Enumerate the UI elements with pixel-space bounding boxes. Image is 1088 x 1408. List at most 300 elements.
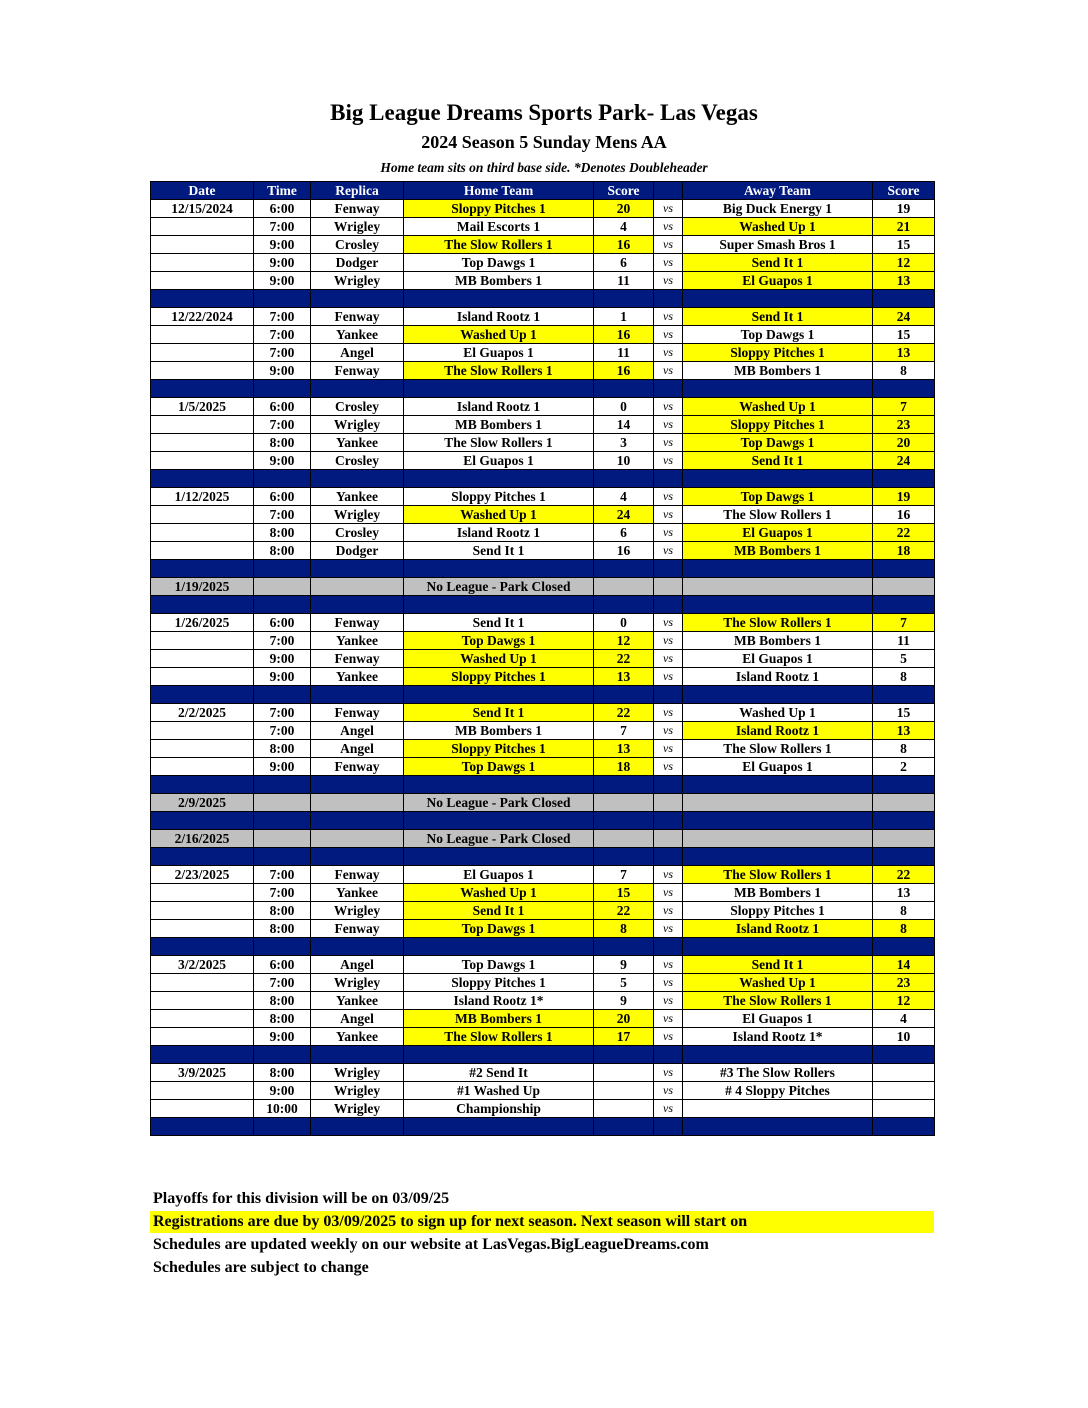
vs-cell: vs bbox=[654, 434, 683, 452]
away-team-cell: Top Dawgs 1 bbox=[683, 326, 873, 344]
date-cell bbox=[151, 1010, 254, 1028]
away-score-cell bbox=[873, 1064, 935, 1082]
game-row bbox=[151, 1010, 935, 1028]
empty-cell bbox=[683, 830, 873, 848]
separator-cell bbox=[404, 776, 594, 794]
away-team-cell: Sloppy Pitches 1 bbox=[683, 344, 873, 362]
home-score-cell: 17 bbox=[594, 1028, 654, 1046]
vs-cell: vs bbox=[654, 650, 683, 668]
time-cell: 8:00 bbox=[254, 992, 311, 1010]
vs-cell: vs bbox=[654, 974, 683, 992]
home-score-cell: 9 bbox=[594, 992, 654, 1010]
replica-cell: Angel bbox=[311, 344, 404, 362]
game-row bbox=[151, 398, 935, 416]
date-cell bbox=[151, 452, 254, 470]
date-cell: 1/26/2025 bbox=[151, 614, 254, 632]
home-team-cell: Championship bbox=[404, 1100, 594, 1118]
separator-cell bbox=[654, 812, 683, 830]
col-time: Time bbox=[254, 182, 311, 200]
away-score-cell: 15 bbox=[873, 704, 935, 722]
game-row bbox=[151, 902, 935, 920]
home-score-cell: 13 bbox=[594, 740, 654, 758]
page-title: Big League Dreams Sports Park- Las Vegas bbox=[330, 100, 758, 125]
date-cell bbox=[151, 758, 254, 776]
vs-cell: vs bbox=[654, 416, 683, 434]
home-score-cell: 7 bbox=[594, 722, 654, 740]
replica-cell: Wrigley bbox=[311, 506, 404, 524]
away-team-cell: Sloppy Pitches 1 bbox=[683, 416, 873, 434]
separator-cell bbox=[683, 686, 873, 704]
separator-cell bbox=[404, 812, 594, 830]
home-team-cell: Send It 1 bbox=[404, 614, 594, 632]
away-team-cell: Island Rootz 1 bbox=[683, 668, 873, 686]
change-note: Schedules are subject to change bbox=[153, 1259, 369, 1276]
vs-cell: vs bbox=[654, 254, 683, 272]
time-cell: 9:00 bbox=[254, 272, 311, 290]
vs-cell: vs bbox=[654, 740, 683, 758]
replica-cell: Wrigley bbox=[311, 1064, 404, 1082]
vs-cell: vs bbox=[654, 866, 683, 884]
away-team-cell: El Guapos 1 bbox=[683, 650, 873, 668]
time-cell bbox=[254, 794, 311, 812]
separator-cell bbox=[151, 1118, 254, 1136]
date-cell bbox=[151, 542, 254, 560]
vs-cell: vs bbox=[654, 362, 683, 380]
replica-cell: Wrigley bbox=[311, 974, 404, 992]
game-row bbox=[151, 740, 935, 758]
away-score-cell: 2 bbox=[873, 758, 935, 776]
away-score-cell: 13 bbox=[873, 344, 935, 362]
separator-cell bbox=[151, 470, 254, 488]
separator-cell bbox=[683, 380, 873, 398]
game-row bbox=[151, 254, 935, 272]
home-team-cell: Island Rootz 1* bbox=[404, 992, 594, 1010]
closed-notice: No League - Park Closed bbox=[404, 830, 594, 848]
empty-cell bbox=[654, 794, 683, 812]
home-score-cell: 22 bbox=[594, 704, 654, 722]
date-cell: 2/9/2025 bbox=[151, 794, 254, 812]
separator-cell bbox=[311, 470, 404, 488]
separator-cell bbox=[683, 290, 873, 308]
home-score-cell: 3 bbox=[594, 434, 654, 452]
replica-cell: Yankee bbox=[311, 668, 404, 686]
home-team-cell: El Guapos 1 bbox=[404, 452, 594, 470]
vs-cell: vs bbox=[654, 1010, 683, 1028]
game-row bbox=[151, 1028, 935, 1046]
replica-cell: Angel bbox=[311, 740, 404, 758]
game-row bbox=[151, 974, 935, 992]
separator-cell bbox=[873, 560, 935, 578]
replica-cell: Wrigley bbox=[311, 1082, 404, 1100]
date-cell: 12/22/2024 bbox=[151, 308, 254, 326]
separator-cell bbox=[873, 848, 935, 866]
game-row bbox=[151, 344, 935, 362]
game-row bbox=[151, 758, 935, 776]
away-team-cell: The Slow Rollers 1 bbox=[683, 506, 873, 524]
separator-cell bbox=[311, 848, 404, 866]
date-cell bbox=[151, 740, 254, 758]
replica-cell: Fenway bbox=[311, 362, 404, 380]
away-team-cell: MB Bombers 1 bbox=[683, 362, 873, 380]
date-cell bbox=[151, 236, 254, 254]
time-cell: 9:00 bbox=[254, 362, 311, 380]
home-team-cell: Washed Up 1 bbox=[404, 884, 594, 902]
away-score-cell: 15 bbox=[873, 236, 935, 254]
separator-cell bbox=[311, 812, 404, 830]
home-team-cell: MB Bombers 1 bbox=[404, 416, 594, 434]
vs-cell: vs bbox=[654, 1100, 683, 1118]
game-row bbox=[151, 866, 935, 884]
away-score-cell bbox=[873, 1082, 935, 1100]
vs-cell: vs bbox=[654, 614, 683, 632]
time-cell: 7:00 bbox=[254, 866, 311, 884]
home-team-cell: Top Dawgs 1 bbox=[404, 632, 594, 650]
away-team-cell: Send It 1 bbox=[683, 452, 873, 470]
home-score-cell: 4 bbox=[594, 218, 654, 236]
separator-cell bbox=[654, 686, 683, 704]
separator-cell bbox=[254, 938, 311, 956]
week-separator-row bbox=[151, 1118, 935, 1136]
separator-cell bbox=[683, 848, 873, 866]
away-team-cell: Super Smash Bros 1 bbox=[683, 236, 873, 254]
empty-cell bbox=[594, 578, 654, 596]
separator-cell bbox=[254, 1046, 311, 1064]
empty-cell bbox=[654, 830, 683, 848]
home-score-cell: 16 bbox=[594, 236, 654, 254]
separator-cell bbox=[594, 596, 654, 614]
away-team-cell: #3 The Slow Rollers bbox=[683, 1064, 873, 1082]
page-subtitle: 2024 Season 5 Sunday Mens AA bbox=[421, 132, 667, 152]
separator-cell bbox=[683, 560, 873, 578]
replica-cell: Crosley bbox=[311, 524, 404, 542]
time-cell: 9:00 bbox=[254, 1028, 311, 1046]
separator-cell bbox=[254, 380, 311, 398]
time-cell: 6:00 bbox=[254, 488, 311, 506]
game-row bbox=[151, 236, 935, 254]
home-team-cell: Sloppy Pitches 1 bbox=[404, 740, 594, 758]
home-team-cell: El Guapos 1 bbox=[404, 866, 594, 884]
separator-cell bbox=[311, 776, 404, 794]
date-cell bbox=[151, 902, 254, 920]
date-cell bbox=[151, 218, 254, 236]
time-cell: 8:00 bbox=[254, 902, 311, 920]
date-cell: 12/15/2024 bbox=[151, 200, 254, 218]
separator-cell bbox=[404, 560, 594, 578]
home-score-cell: 6 bbox=[594, 524, 654, 542]
away-team-cell: Washed Up 1 bbox=[683, 704, 873, 722]
empty-cell bbox=[873, 578, 935, 596]
separator-cell bbox=[404, 290, 594, 308]
separator-cell bbox=[654, 560, 683, 578]
separator-cell bbox=[151, 848, 254, 866]
date-cell bbox=[151, 974, 254, 992]
col-away-team: Away Team bbox=[683, 182, 873, 200]
date-cell bbox=[151, 884, 254, 902]
home-score-cell: 5 bbox=[594, 974, 654, 992]
separator-cell bbox=[151, 596, 254, 614]
separator-cell bbox=[683, 812, 873, 830]
vs-cell: vs bbox=[654, 902, 683, 920]
game-row bbox=[151, 308, 935, 326]
time-cell: 6:00 bbox=[254, 200, 311, 218]
separator-cell bbox=[404, 380, 594, 398]
time-cell: 8:00 bbox=[254, 740, 311, 758]
away-score-cell: 24 bbox=[873, 452, 935, 470]
date-cell bbox=[151, 668, 254, 686]
home-score-cell: 11 bbox=[594, 344, 654, 362]
vs-cell: vs bbox=[654, 326, 683, 344]
home-team-cell: The Slow Rollers 1 bbox=[404, 236, 594, 254]
home-score-cell bbox=[594, 1100, 654, 1118]
replica-cell: Yankee bbox=[311, 992, 404, 1010]
away-score-cell: 19 bbox=[873, 200, 935, 218]
away-score-cell: 14 bbox=[873, 956, 935, 974]
separator-cell bbox=[654, 848, 683, 866]
empty-cell bbox=[594, 830, 654, 848]
separator-cell bbox=[151, 1046, 254, 1064]
away-team-cell: Washed Up 1 bbox=[683, 398, 873, 416]
separator-cell bbox=[873, 596, 935, 614]
separator-cell bbox=[594, 1118, 654, 1136]
vs-cell: vs bbox=[654, 956, 683, 974]
vs-cell: vs bbox=[654, 506, 683, 524]
separator-cell bbox=[151, 380, 254, 398]
game-row bbox=[151, 326, 935, 344]
date-cell: 3/2/2025 bbox=[151, 956, 254, 974]
time-cell: 7:00 bbox=[254, 704, 311, 722]
empty-cell bbox=[683, 578, 873, 596]
home-score-cell: 20 bbox=[594, 200, 654, 218]
separator-cell bbox=[873, 290, 935, 308]
away-score-cell: 8 bbox=[873, 362, 935, 380]
separator-cell bbox=[594, 380, 654, 398]
separator-cell bbox=[594, 290, 654, 308]
separator-cell bbox=[311, 596, 404, 614]
separator-cell bbox=[594, 812, 654, 830]
home-team-cell: Send It 1 bbox=[404, 542, 594, 560]
home-team-cell: Top Dawgs 1 bbox=[404, 920, 594, 938]
home-score-cell: 7 bbox=[594, 866, 654, 884]
away-score-cell: 7 bbox=[873, 614, 935, 632]
date-cell bbox=[151, 362, 254, 380]
empty-cell bbox=[683, 794, 873, 812]
time-cell: 9:00 bbox=[254, 254, 311, 272]
time-cell: 6:00 bbox=[254, 398, 311, 416]
away-score-cell: 20 bbox=[873, 434, 935, 452]
separator-cell bbox=[151, 686, 254, 704]
away-score-cell: 18 bbox=[873, 542, 935, 560]
away-team-cell: Washed Up 1 bbox=[683, 218, 873, 236]
away-score-cell: 23 bbox=[873, 416, 935, 434]
time-cell: 7:00 bbox=[254, 722, 311, 740]
away-team-cell: Washed Up 1 bbox=[683, 974, 873, 992]
separator-cell bbox=[654, 290, 683, 308]
away-score-cell: 23 bbox=[873, 974, 935, 992]
game-row bbox=[151, 362, 935, 380]
home-score-cell: 14 bbox=[594, 416, 654, 434]
home-score-cell: 20 bbox=[594, 1010, 654, 1028]
replica-cell: Wrigley bbox=[311, 218, 404, 236]
game-row bbox=[151, 200, 935, 218]
home-team-cell: Top Dawgs 1 bbox=[404, 956, 594, 974]
date-cell bbox=[151, 254, 254, 272]
game-row bbox=[151, 1082, 935, 1100]
separator-cell bbox=[311, 1118, 404, 1136]
date-cell bbox=[151, 344, 254, 362]
replica-cell: Yankee bbox=[311, 884, 404, 902]
away-team-cell: Sloppy Pitches 1 bbox=[683, 902, 873, 920]
home-team-cell: Sloppy Pitches 1 bbox=[404, 200, 594, 218]
date-cell bbox=[151, 1028, 254, 1046]
separator-cell bbox=[594, 1046, 654, 1064]
separator-cell bbox=[151, 812, 254, 830]
table-header-row bbox=[151, 182, 935, 200]
game-row bbox=[151, 722, 935, 740]
away-score-cell: 11 bbox=[873, 632, 935, 650]
separator-cell bbox=[311, 1046, 404, 1064]
time-cell: 6:00 bbox=[254, 614, 311, 632]
home-score-cell: 6 bbox=[594, 254, 654, 272]
home-team-cell: Send It 1 bbox=[404, 704, 594, 722]
separator-cell bbox=[594, 560, 654, 578]
separator-cell bbox=[683, 938, 873, 956]
away-score-cell: 15 bbox=[873, 326, 935, 344]
separator-cell bbox=[311, 380, 404, 398]
replica-cell: Fenway bbox=[311, 866, 404, 884]
date-cell: 2/16/2025 bbox=[151, 830, 254, 848]
separator-cell bbox=[254, 1118, 311, 1136]
park-closed-row bbox=[151, 578, 935, 596]
week-separator-row bbox=[151, 596, 935, 614]
home-score-cell: 16 bbox=[594, 326, 654, 344]
away-team-cell: Send It 1 bbox=[683, 308, 873, 326]
vs-cell: vs bbox=[654, 452, 683, 470]
separator-cell bbox=[151, 290, 254, 308]
home-team-cell: Send It 1 bbox=[404, 902, 594, 920]
replica-cell: Wrigley bbox=[311, 1100, 404, 1118]
home-team-cell: Washed Up 1 bbox=[404, 650, 594, 668]
replica-cell: Fenway bbox=[311, 704, 404, 722]
replica-cell: Fenway bbox=[311, 614, 404, 632]
vs-cell: vs bbox=[654, 668, 683, 686]
home-team-cell: MB Bombers 1 bbox=[404, 1010, 594, 1028]
date-cell bbox=[151, 506, 254, 524]
home-score-cell: 16 bbox=[594, 362, 654, 380]
time-cell: 7:00 bbox=[254, 218, 311, 236]
replica-cell: Yankee bbox=[311, 326, 404, 344]
replica-cell: Crosley bbox=[311, 236, 404, 254]
home-score-cell: 15 bbox=[594, 884, 654, 902]
replica-cell bbox=[311, 578, 404, 596]
time-cell: 7:00 bbox=[254, 308, 311, 326]
replica-cell: Fenway bbox=[311, 920, 404, 938]
vs-cell: vs bbox=[654, 1082, 683, 1100]
playoffs-note: Playoffs for this division will be on 03/09/25 bbox=[153, 1190, 450, 1207]
game-row bbox=[151, 272, 935, 290]
separator-cell bbox=[654, 380, 683, 398]
separator-cell bbox=[594, 686, 654, 704]
away-score-cell: 4 bbox=[873, 1010, 935, 1028]
home-team-cell: Island Rootz 1 bbox=[404, 398, 594, 416]
vs-cell: vs bbox=[654, 542, 683, 560]
away-team-cell: Big Duck Energy 1 bbox=[683, 200, 873, 218]
time-cell: 9:00 bbox=[254, 668, 311, 686]
schedule-body bbox=[151, 200, 935, 1136]
col-away-score: Score bbox=[873, 182, 935, 200]
replica-cell: Angel bbox=[311, 956, 404, 974]
away-score-cell: 21 bbox=[873, 218, 935, 236]
col-replica: Replica bbox=[311, 182, 404, 200]
date-cell bbox=[151, 992, 254, 1010]
game-row bbox=[151, 218, 935, 236]
replica-cell: Dodger bbox=[311, 542, 404, 560]
game-row bbox=[151, 920, 935, 938]
away-score-cell: 22 bbox=[873, 524, 935, 542]
replica-cell: Angel bbox=[311, 1010, 404, 1028]
separator-cell bbox=[873, 380, 935, 398]
home-team-cell: Island Rootz 1 bbox=[404, 524, 594, 542]
replica-cell: Wrigley bbox=[311, 902, 404, 920]
time-cell: 8:00 bbox=[254, 1064, 311, 1082]
closed-notice: No League - Park Closed bbox=[404, 794, 594, 812]
home-team-cell: The Slow Rollers 1 bbox=[404, 434, 594, 452]
separator-cell bbox=[404, 470, 594, 488]
vs-cell: vs bbox=[654, 308, 683, 326]
time-cell: 10:00 bbox=[254, 1100, 311, 1118]
date-cell: 1/12/2025 bbox=[151, 488, 254, 506]
replica-cell: Crosley bbox=[311, 452, 404, 470]
replica-cell bbox=[311, 830, 404, 848]
away-team-cell: El Guapos 1 bbox=[683, 1010, 873, 1028]
separator-cell bbox=[594, 848, 654, 866]
separator-cell bbox=[683, 470, 873, 488]
game-row bbox=[151, 650, 935, 668]
date-cell: 1/19/2025 bbox=[151, 578, 254, 596]
vs-cell: vs bbox=[654, 218, 683, 236]
empty-cell bbox=[594, 794, 654, 812]
time-cell: 7:00 bbox=[254, 632, 311, 650]
vs-cell: vs bbox=[654, 1064, 683, 1082]
date-cell bbox=[151, 434, 254, 452]
replica-cell: Wrigley bbox=[311, 272, 404, 290]
separator-cell bbox=[873, 938, 935, 956]
separator-cell bbox=[404, 938, 594, 956]
date-cell bbox=[151, 524, 254, 542]
park-closed-row bbox=[151, 794, 935, 812]
away-score-cell: 13 bbox=[873, 272, 935, 290]
away-team-cell: Island Rootz 1 bbox=[683, 722, 873, 740]
separator-cell bbox=[594, 776, 654, 794]
time-cell: 9:00 bbox=[254, 758, 311, 776]
away-team-cell: Send It 1 bbox=[683, 254, 873, 272]
vs-cell: vs bbox=[654, 704, 683, 722]
home-score-cell: 0 bbox=[594, 614, 654, 632]
replica-cell: Wrigley bbox=[311, 416, 404, 434]
home-score-cell: 10 bbox=[594, 452, 654, 470]
vs-cell: vs bbox=[654, 524, 683, 542]
separator-cell bbox=[311, 560, 404, 578]
separator-cell bbox=[151, 560, 254, 578]
separator-cell bbox=[254, 776, 311, 794]
replica-cell: Dodger bbox=[311, 254, 404, 272]
time-cell: 9:00 bbox=[254, 236, 311, 254]
vs-cell: vs bbox=[654, 272, 683, 290]
time-cell: 9:00 bbox=[254, 1082, 311, 1100]
game-row bbox=[151, 632, 935, 650]
time-cell: 7:00 bbox=[254, 506, 311, 524]
home-team-cell: The Slow Rollers 1 bbox=[404, 362, 594, 380]
vs-cell: vs bbox=[654, 1028, 683, 1046]
